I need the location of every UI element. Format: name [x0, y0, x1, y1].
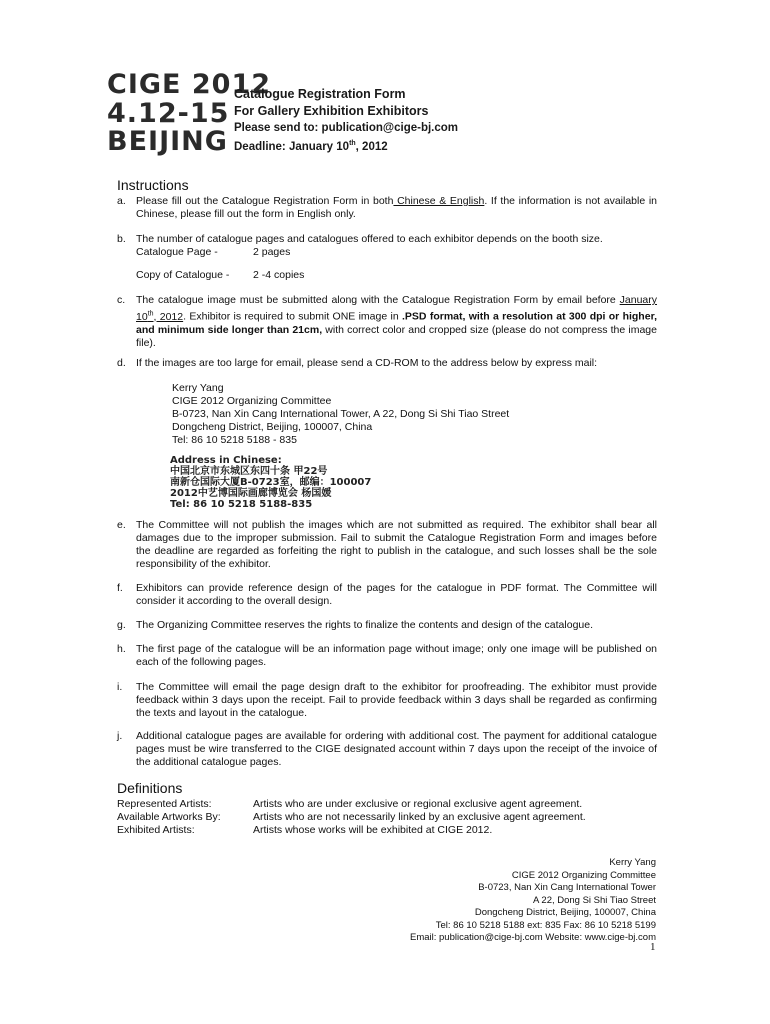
- form-subtitle: For Gallery Exhibition Exhibitors: [234, 104, 429, 118]
- logo-line-3: BEIJING: [107, 126, 228, 157]
- catalogue-copy-row: Copy of Catalogue -: [136, 269, 230, 281]
- item-label: b.: [117, 233, 126, 245]
- instruction-e: e. The Committee will not publish the images which are not submitted as required. The exhibitor shall bear all damages due to the improper submission. Fail to submit the Catalogue Registration Form and images before the deadline are regarded as forfeiting the right to publish in the catalogue, and such losses shall be the sole responsibility of the exhibitor.: [117, 519, 657, 570]
- mailing-address: Kerry Yang CIGE 2012 Organizing Committee B-0723, Nan Xin Cang International Tower, A 22, Dong Si Shi Tiao Street Dongcheng District, Beijing, 100007, China Tel: 86 10 5218 5188 - 835: [172, 382, 510, 446]
- deadline: Deadline: January 10th, 2012: [234, 140, 388, 153]
- definition-row: Available Artworks By: Artists who are not necessarily linked by an exclusive agent agreement.: [117, 811, 586, 823]
- item-label: f.: [117, 582, 123, 594]
- instruction-d: d. If the images are too large for email, please send a CD-ROM to the address below by express mail:: [117, 357, 598, 369]
- catalogue-copy-value: 2 -4 copies: [253, 269, 305, 281]
- definition-row: Represented Artists: Artists who are under exclusive or regional exclusive agent agreement.: [117, 798, 583, 810]
- instruction-i: i. The Committee will email the page design draft to the exhibitor for proofreading. The exhibitor must provide feedback within 3 days upon the receipt. Fail to provide feedback within 3 days shall be regarded as confirming the texts and layout in the catalogue.: [117, 681, 657, 719]
- instructions-heading: Instructions: [117, 177, 189, 193]
- instruction-a: a. Please fill out the Catalogue Registration Form in both Chinese & English. If the information is not available in Chinese, please fill out the form in English only.: [117, 195, 658, 220]
- instruction-c: c. The catalogue image must be submitted along with the Catalogue Registration Form by email before January 10th, 2012. Exhibitor is required to submit ONE image in .PSD format, with a resolution at 300 dpi or higher, and minimum side longer than 21cm, with correct color and cropped size (please do not compress the image file).: [117, 294, 657, 349]
- item-label: j.: [117, 730, 123, 742]
- item-label: g.: [117, 619, 126, 631]
- logo-line-2: 4.12-15: [107, 98, 230, 129]
- chinese-address: Address in Chinese: 中国北京市东城区东四十条 甲22号 南新仓国际大厦B-0723室，邮编：100007 2012中艺博国际画廊博览会 杨国媛 Tel: 86 10 5218 5188-835: [170, 455, 372, 510]
- instruction-b: b. The number of catalogue pages and catalogues offered to each exhibitor depends on the booth size.: [117, 233, 603, 245]
- instruction-h: h. The first page of the catalogue will be an information page without image; only one image will be published on each of the following pages.: [117, 643, 657, 668]
- item-label: c.: [117, 294, 126, 306]
- instruction-g: g. The Organizing Committee reserves the rights to finalize the contents and design of the catalogue.: [117, 619, 594, 631]
- catalogue-page-row: Catalogue Page -: [136, 246, 218, 258]
- form-title: Catalogue Registration Form: [234, 87, 406, 101]
- page-number: 1: [650, 941, 656, 953]
- item-label: d.: [117, 357, 126, 369]
- item-label: i.: [117, 681, 123, 693]
- send-to: Please send to: publication@cige-bj.com: [234, 122, 459, 134]
- item-label: a.: [117, 195, 126, 207]
- definitions-heading: Definitions: [117, 780, 183, 796]
- item-label: e.: [117, 519, 126, 531]
- footer-contact: Kerry Yang CIGE 2012 Organizing Committee B-0723, Nan Xin Cang International Tower A 22, Dong Si Shi Tiao Street Dongcheng District, Beijing, 100007, China Tel: 86 10 5218 5188 ext: 835 Fax: 86 10 5218 5199 Email: publication@cige-bj.com Website: www.cige-bj.com: [409, 857, 656, 943]
- catalogue-page-value: 2 pages: [253, 246, 291, 258]
- definition-row: Exhibited Artists: Artists whose works will be exhibited at CIGE 2012.: [117, 824, 493, 836]
- instruction-f: f. Exhibitors can provide reference design of the pages for the catalogue in PDF format. The Committee will consider it according to the overall design.: [117, 582, 657, 607]
- item-label: h.: [117, 643, 126, 655]
- instruction-j: j. Additional catalogue pages are available for ordering with additional cost. The payment for additional catalogue pages must be wire transferred to the CIGE designated account within 7 days upon the receipt of the invoice of the additional catalogue pages.: [117, 730, 657, 768]
- logo-line-1: CIGE 2012: [107, 69, 272, 100]
